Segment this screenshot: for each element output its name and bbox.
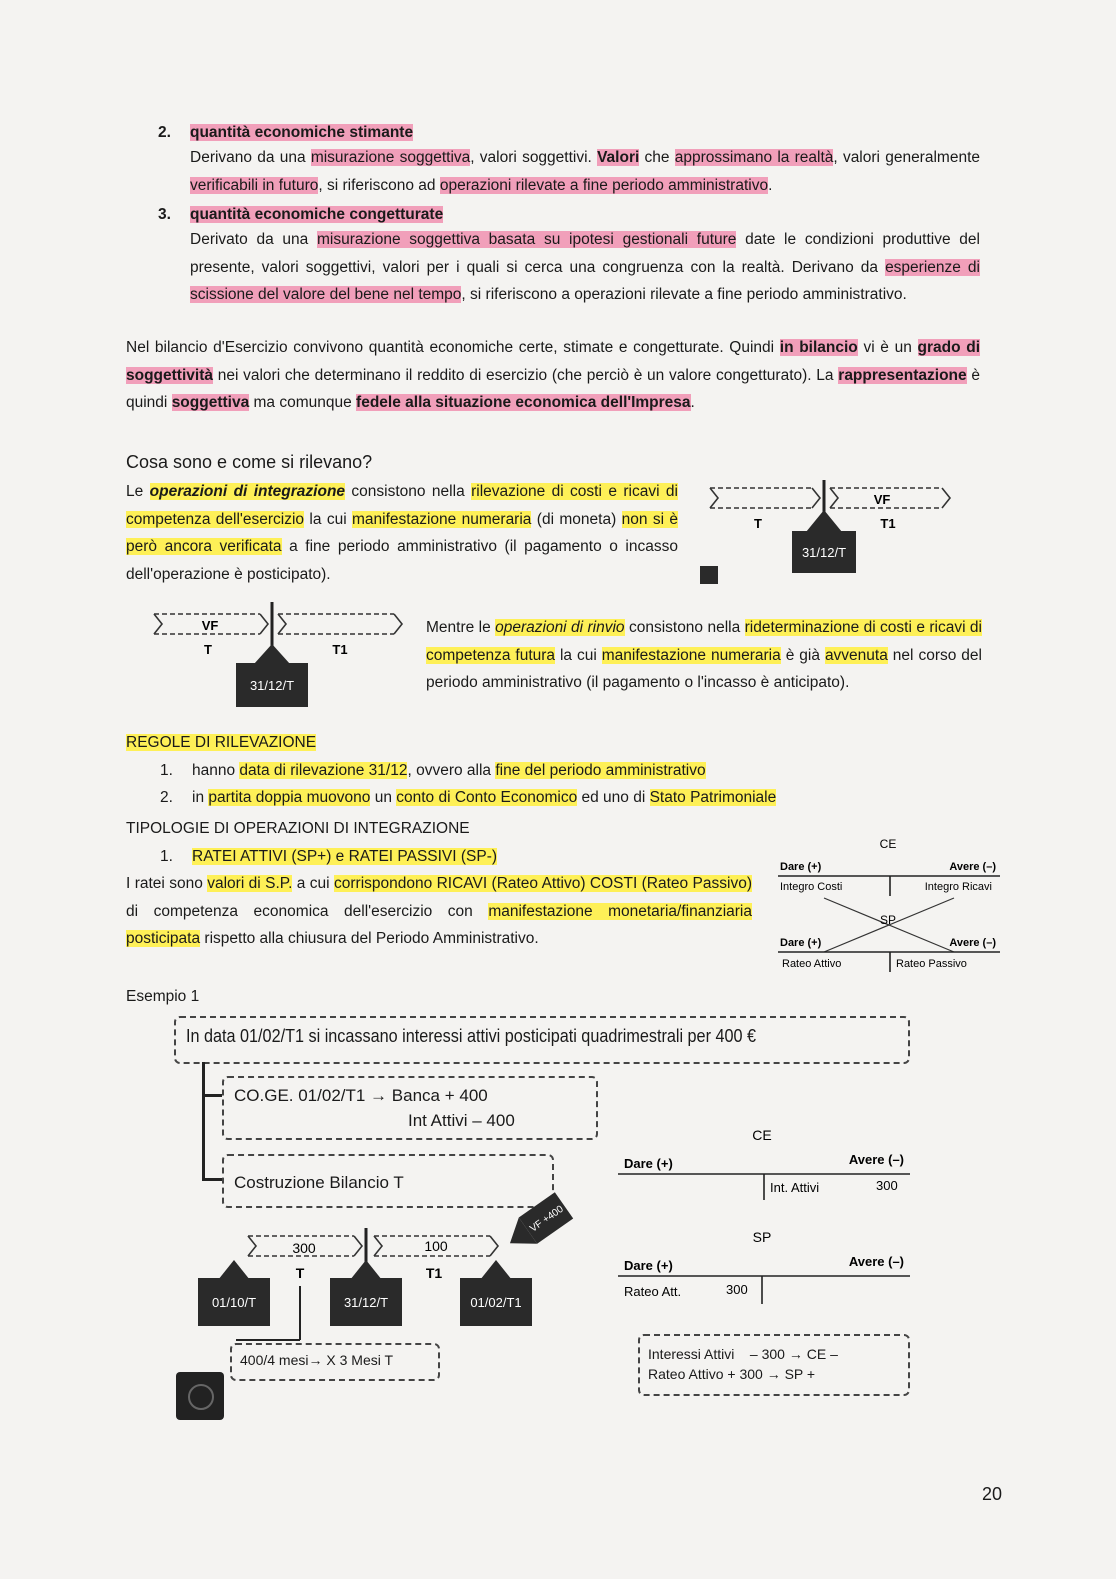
regole-item-2: 2. in partita doppia muovono un conto di Conto Economico ed uno di Stato Patrimoniale xyxy=(160,789,777,806)
coge-line-2: Int Attivi – 400 xyxy=(408,1111,515,1130)
avere-label: Avere (–) xyxy=(949,937,996,949)
avere-label: Avere (–) xyxy=(949,861,996,873)
rinvio-paragraph: Mentre le operazioni di rinvio consistono nella rideterminazione di costi e ricavi di competenza futura la cui manifestazione numeraria è già avvenuta nel corso del periodo amministrativo (il pagamento o l'incasso è anticipato). xyxy=(426,619,982,691)
vf-tag xyxy=(501,1192,573,1256)
ratei-paragraph: I ratei sono valori di S.P. a cui corrispondono RICAVI (Rateo Attivo) COSTI (Rateo Passivo) di competenza economica dell'esercizio con manifestazione monetaria/finanziaria posticipata rispetto alla chiusura del Periodo Amministrativo. xyxy=(126,875,752,947)
summary-line-1: Interessi Attivi – 300 → CE – xyxy=(648,1346,838,1362)
stamp-icon xyxy=(700,566,718,584)
timeline-left-segment xyxy=(710,488,820,508)
up-arrow-icon xyxy=(480,1260,512,1280)
ce-label: CE xyxy=(752,1127,772,1143)
amount-100-label: 100 xyxy=(424,1238,448,1254)
flow-connector xyxy=(202,1094,222,1097)
integro-ricavi-label: Integro Ricavi xyxy=(924,881,992,893)
section-question: Cosa sono e come si rilevano? xyxy=(126,452,373,472)
t1-label: T1 xyxy=(332,642,348,657)
tipologie-heading: TIPOLOGIE DI OPERAZIONI DI INTEGRAZIONE xyxy=(126,820,470,837)
flow-connector xyxy=(202,1178,222,1181)
rateo-attivo-label: Rateo Attivo xyxy=(782,958,842,970)
list-item-3-body: Derivato da una misurazione soggettiva basata su ipotesi gestionali future date le condizioni produttive del presente, valori soggettivi, valori per i quali si cerca una congruenza con la realtà. Derivano da esperienze di scissione del valore del bene nel tempo, si riferiscono a operazioni rilevate a fine periodo amministrativo. xyxy=(190,231,980,303)
logo-icon xyxy=(176,1372,224,1420)
date-label: 01/10/T xyxy=(211,1295,257,1310)
example-t-accounts xyxy=(614,1124,914,1314)
vf-label: VF xyxy=(201,618,219,633)
date-label: 31/12/T xyxy=(249,678,295,693)
regole-item-1: 1. hanno data di rilevazione 31/12, ovvero alla fine del periodo amministrativo xyxy=(160,762,706,779)
sp-label: SP xyxy=(879,913,897,927)
sp-account-label: Rateo Att. xyxy=(624,1284,682,1299)
list-item-2-title: 2. quantità economiche stimante xyxy=(158,124,414,141)
flow-connector xyxy=(202,1062,205,1180)
t1-label: T1 xyxy=(425,1265,443,1281)
dare-label: Dare (+) xyxy=(780,937,822,949)
up-arrow-icon xyxy=(218,1260,250,1280)
avere-label: Avere (–) xyxy=(848,1254,904,1269)
tipologie-item-1: 1. RATEI ATTIVI (SP+) e RATEI PASSIVI (SP-) xyxy=(160,848,498,865)
deferral-timeline-diagram xyxy=(150,600,412,734)
rateo-passivo-label: Rateo Passivo xyxy=(896,958,967,970)
summary-box xyxy=(638,1334,910,1396)
coge-line-1: CO.GE. 01/02/T1 → Banca + 400 xyxy=(234,1086,488,1105)
t-label: T xyxy=(204,642,212,657)
example-timeline xyxy=(190,1190,590,1360)
regole-heading: REGOLE DI RILEVAZIONE xyxy=(126,734,317,751)
timeline-right-segment xyxy=(278,614,402,634)
avere-label: Avere (–) xyxy=(848,1152,904,1167)
list-item-2-body: Derivano da una misurazione soggettiva, valori soggettivi. Valori che approssimano la realtà, valori generalmente verificabili in futuro, si riferiscono ad operazioni rilevate a fine periodo amministrativo. xyxy=(190,149,980,194)
t-label: T xyxy=(754,516,762,531)
dare-label: Dare (+) xyxy=(780,861,822,873)
esempio-label: Esempio 1 xyxy=(126,988,200,1005)
date-label: 01/02/T1 xyxy=(470,1295,522,1310)
ce-account-label: Int. Attivi xyxy=(770,1180,820,1195)
ce-sp-cross-diagram xyxy=(774,832,1004,982)
sp-amount: 300 xyxy=(726,1282,748,1297)
t1-label: T1 xyxy=(880,516,896,531)
date-label: 31/12/T xyxy=(801,545,847,560)
ce-amount: 300 xyxy=(876,1178,898,1193)
up-arrow-icon xyxy=(254,644,290,664)
dare-label: Dare (+) xyxy=(624,1156,673,1171)
example-headline: In data 01/02/T1 si incassano interessi attivi posticipati quadrimestrali per 400 € xyxy=(186,1026,757,1046)
costruzione-label: Costruzione Bilancio T xyxy=(234,1173,404,1192)
list-item-3-title: 3. quantità economiche congetturate xyxy=(158,206,444,223)
date-label: 31/12/T xyxy=(343,1295,389,1310)
ce-label: CE xyxy=(879,837,897,851)
integro-costi-label: Integro Costi xyxy=(780,881,843,893)
sp-label: SP xyxy=(752,1229,772,1245)
calc-label: 400/4 mesi→ X 3 Mesi T xyxy=(240,1352,394,1368)
amount-300-label: 300 xyxy=(292,1240,316,1256)
dare-label: Dare (+) xyxy=(624,1258,673,1273)
vf-tag-label: VF +400 xyxy=(528,1203,566,1235)
vf-label: VF xyxy=(873,492,891,507)
t-label: T xyxy=(295,1265,305,1281)
up-arrow-icon xyxy=(806,510,842,532)
integration-timeline-diagram xyxy=(700,476,960,596)
page-number: 20 xyxy=(982,1484,1003,1504)
integrazione-paragraph: Le operazioni di integrazione consistono nella rilevazione di costi e ricavi di competenza dell'esercizio la cui manifestazione numeraria (di moneta) non si è però ancora verificata a fine periodo amministrativo (il pagamento o incasso dell'operazione è posticipato). xyxy=(126,483,678,583)
summary-line-2: Rateo Attivo + 300 → SP + xyxy=(648,1366,816,1382)
up-arrow-icon xyxy=(350,1260,382,1280)
bilancio-paragraph: Nel bilancio d'Esercizio convivono quantità economiche certe, stimate e congetturate. Quindi in bilancio vi è un grado di soggettività nei valori che determinano il reddito di esercizio (che perciò è un valore congetturato). La rappresentazione è quindi soggettiva ma comunque fedele alla situazione economica dell'Impresa. xyxy=(126,339,980,411)
